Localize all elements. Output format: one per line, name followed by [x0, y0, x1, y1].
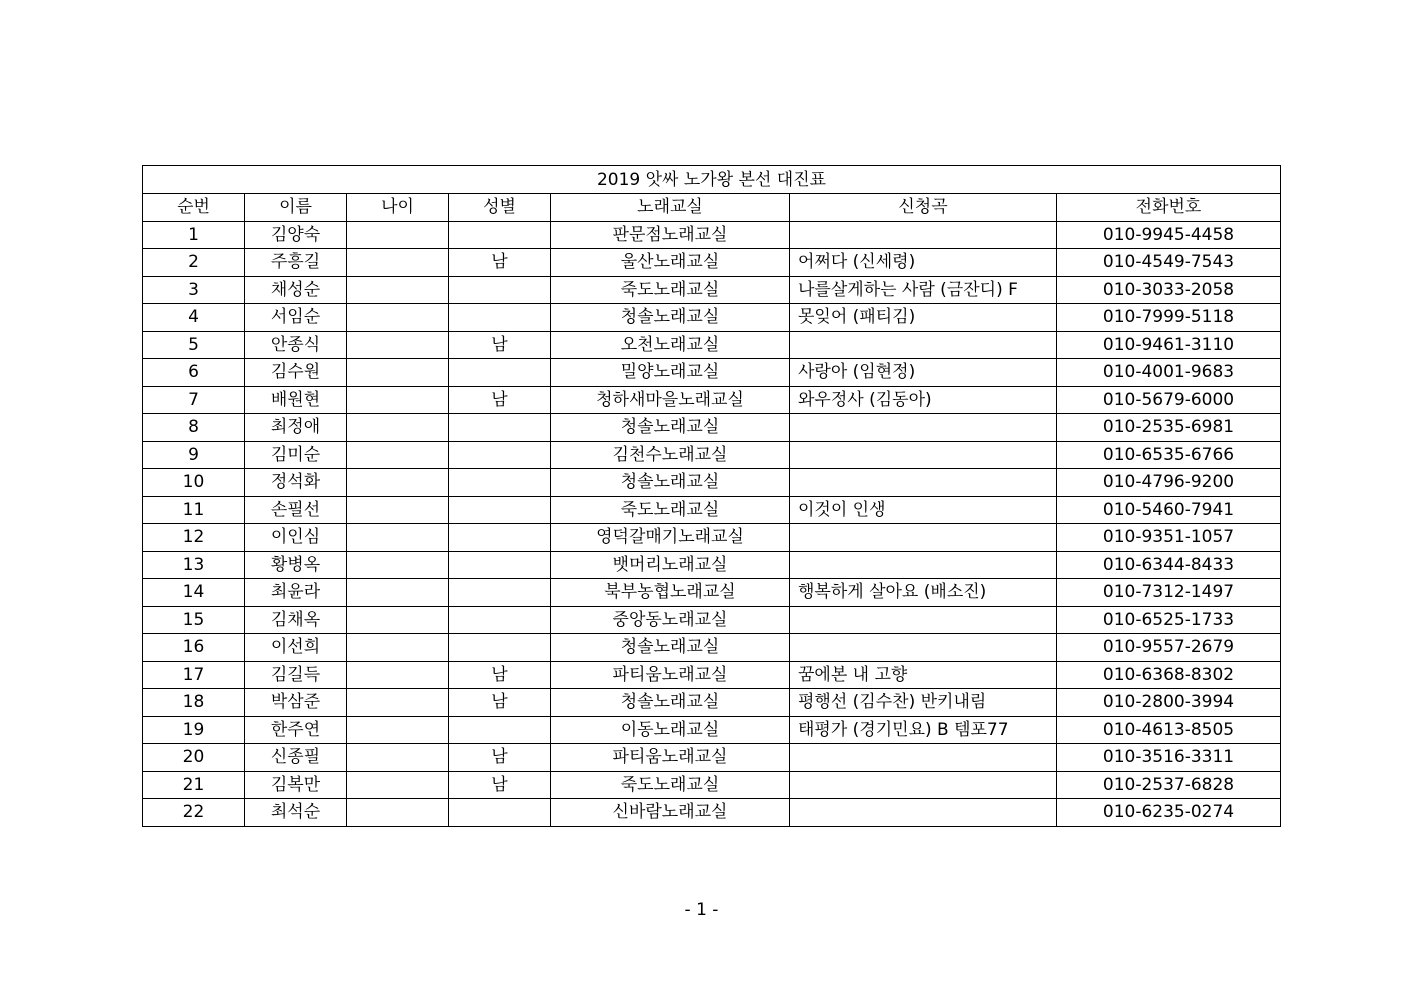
cell-phone: 010-6235-0274 — [1057, 799, 1281, 827]
cell-gender — [449, 579, 551, 607]
cell-name: 김채옥 — [245, 606, 347, 634]
cell-phone: 010-2800-3994 — [1057, 689, 1281, 717]
table-row — [143, 716, 1281, 744]
cell-phone: 010-6344-8433 — [1057, 551, 1281, 579]
cell-gender — [449, 716, 551, 744]
cell-age — [347, 496, 449, 524]
cell-age — [347, 716, 449, 744]
cell-number: 1 — [143, 221, 245, 249]
cell-number: 16 — [143, 634, 245, 662]
table-row — [143, 689, 1281, 717]
cell-song — [790, 469, 1057, 497]
cell-age — [347, 414, 449, 442]
cell-class: 청솔노래교실 — [551, 304, 790, 332]
cell-phone: 010-7999-5118 — [1057, 304, 1281, 332]
cell-gender — [449, 799, 551, 827]
cell-name: 서임순 — [245, 304, 347, 332]
cell-song — [790, 606, 1057, 634]
cell-name: 채성순 — [245, 276, 347, 304]
table-title: 2019 앗싸 노가왕 본선 대진표 — [143, 166, 1281, 194]
cell-name: 김수원 — [245, 359, 347, 387]
cell-song: 못잊어 (패티김) — [790, 304, 1057, 332]
table-row — [143, 606, 1281, 634]
cell-phone: 010-5460-7941 — [1057, 496, 1281, 524]
cell-number: 22 — [143, 799, 245, 827]
cell-gender — [449, 221, 551, 249]
cell-class: 죽도노래교실 — [551, 496, 790, 524]
cell-class: 뱃머리노래교실 — [551, 551, 790, 579]
cell-name: 김길득 — [245, 661, 347, 689]
cell-phone: 010-5679-6000 — [1057, 386, 1281, 414]
cell-gender — [449, 634, 551, 662]
table-body — [143, 221, 1281, 826]
table-row — [143, 496, 1281, 524]
cell-gender — [449, 524, 551, 552]
cell-number: 9 — [143, 441, 245, 469]
cell-gender — [449, 414, 551, 442]
cell-song — [790, 551, 1057, 579]
cell-class: 판문점노래교실 — [551, 221, 790, 249]
cell-name: 한주연 — [245, 716, 347, 744]
cell-name: 배원현 — [245, 386, 347, 414]
cell-age — [347, 551, 449, 579]
cell-gender — [449, 359, 551, 387]
cell-age — [347, 221, 449, 249]
cell-class: 청솔노래교실 — [551, 414, 790, 442]
cell-gender: 남 — [449, 771, 551, 799]
header-name: 이름 — [245, 194, 347, 222]
cell-phone: 010-2537-6828 — [1057, 771, 1281, 799]
cell-class: 밀양노래교실 — [551, 359, 790, 387]
cell-class: 청솔노래교실 — [551, 689, 790, 717]
table-row — [143, 799, 1281, 827]
cell-song: 나를살게하는 사람 (금잔디) F — [790, 276, 1057, 304]
cell-gender — [449, 551, 551, 579]
cell-class: 이동노래교실 — [551, 716, 790, 744]
cell-song: 평행선 (김수찬) 반키내림 — [790, 689, 1057, 717]
cell-name: 주흥길 — [245, 249, 347, 277]
cell-gender: 남 — [449, 331, 551, 359]
table-row — [143, 441, 1281, 469]
cell-number: 2 — [143, 249, 245, 277]
cell-song: 사랑아 (임현정) — [790, 359, 1057, 387]
cell-number: 13 — [143, 551, 245, 579]
table-row — [143, 524, 1281, 552]
cell-number: 19 — [143, 716, 245, 744]
cell-class: 오천노래교실 — [551, 331, 790, 359]
table-row — [143, 414, 1281, 442]
cell-number: 4 — [143, 304, 245, 332]
cell-song — [790, 441, 1057, 469]
cell-class: 청솔노래교실 — [551, 469, 790, 497]
cell-class: 중앙동노래교실 — [551, 606, 790, 634]
cell-class: 파티움노래교실 — [551, 661, 790, 689]
cell-song — [790, 221, 1057, 249]
cell-class: 죽도노래교실 — [551, 771, 790, 799]
cell-gender — [449, 276, 551, 304]
cell-age — [347, 579, 449, 607]
table-row — [143, 386, 1281, 414]
cell-class: 청솔노래교실 — [551, 634, 790, 662]
cell-class: 김천수노래교실 — [551, 441, 790, 469]
cell-phone: 010-7312-1497 — [1057, 579, 1281, 607]
bracket-table — [142, 165, 1281, 827]
cell-song: 어쩌다 (신세령) — [790, 249, 1057, 277]
table-row — [143, 634, 1281, 662]
cell-number: 5 — [143, 331, 245, 359]
table-row — [143, 304, 1281, 332]
cell-number: 8 — [143, 414, 245, 442]
cell-age — [347, 689, 449, 717]
header-class: 노래교실 — [551, 194, 790, 222]
cell-phone: 010-2535-6981 — [1057, 414, 1281, 442]
table-row — [143, 359, 1281, 387]
title-row — [143, 166, 1281, 194]
table-row — [143, 551, 1281, 579]
cell-song: 꿈에본 내 고향 — [790, 661, 1057, 689]
table-row — [143, 276, 1281, 304]
cell-age — [347, 799, 449, 827]
cell-name: 최정애 — [245, 414, 347, 442]
cell-number: 20 — [143, 744, 245, 772]
cell-phone: 010-9461-3110 — [1057, 331, 1281, 359]
header-number: 순번 — [143, 194, 245, 222]
cell-name: 황병옥 — [245, 551, 347, 579]
cell-name: 최윤라 — [245, 579, 347, 607]
cell-number: 6 — [143, 359, 245, 387]
header-phone: 전화번호 — [1057, 194, 1281, 222]
cell-age — [347, 331, 449, 359]
cell-phone: 010-3033-2058 — [1057, 276, 1281, 304]
cell-age — [347, 744, 449, 772]
cell-number: 7 — [143, 386, 245, 414]
cell-number: 17 — [143, 661, 245, 689]
cell-song — [790, 331, 1057, 359]
cell-song — [790, 524, 1057, 552]
cell-number: 15 — [143, 606, 245, 634]
cell-name: 정석화 — [245, 469, 347, 497]
cell-age — [347, 441, 449, 469]
cell-song — [790, 634, 1057, 662]
table-row — [143, 744, 1281, 772]
cell-age — [347, 524, 449, 552]
cell-age — [347, 386, 449, 414]
cell-age — [347, 771, 449, 799]
cell-gender — [449, 469, 551, 497]
cell-class: 울산노래교실 — [551, 249, 790, 277]
header-gender: 성별 — [449, 194, 551, 222]
cell-phone: 010-6368-8302 — [1057, 661, 1281, 689]
cell-phone: 010-9351-1057 — [1057, 524, 1281, 552]
cell-class: 죽도노래교실 — [551, 276, 790, 304]
cell-phone: 010-4001-9683 — [1057, 359, 1281, 387]
table-row — [143, 661, 1281, 689]
cell-number: 3 — [143, 276, 245, 304]
cell-phone: 010-9945-4458 — [1057, 221, 1281, 249]
cell-name: 손필선 — [245, 496, 347, 524]
cell-gender: 남 — [449, 744, 551, 772]
cell-class: 파티움노래교실 — [551, 744, 790, 772]
cell-song — [790, 414, 1057, 442]
cell-song: 와우정사 (김동아) — [790, 386, 1057, 414]
cell-number: 21 — [143, 771, 245, 799]
cell-name: 신종필 — [245, 744, 347, 772]
cell-number: 10 — [143, 469, 245, 497]
cell-gender: 남 — [449, 249, 551, 277]
cell-song: 행복하게 살아요 (배소진) — [790, 579, 1057, 607]
cell-name: 박삼준 — [245, 689, 347, 717]
cell-name: 이인심 — [245, 524, 347, 552]
cell-song — [790, 799, 1057, 827]
cell-gender: 남 — [449, 689, 551, 717]
cell-number: 11 — [143, 496, 245, 524]
cell-name: 김복만 — [245, 771, 347, 799]
table-row — [143, 771, 1281, 799]
table-row — [143, 249, 1281, 277]
cell-name: 김미순 — [245, 441, 347, 469]
cell-gender — [449, 606, 551, 634]
table-row — [143, 469, 1281, 497]
cell-name: 이선희 — [245, 634, 347, 662]
cell-age — [347, 469, 449, 497]
cell-number: 12 — [143, 524, 245, 552]
header-age: 나이 — [347, 194, 449, 222]
cell-song: 이것이 인생 — [790, 496, 1057, 524]
cell-name: 안종식 — [245, 331, 347, 359]
cell-age — [347, 276, 449, 304]
cell-song: 태평가 (경기민요) B 템포77 — [790, 716, 1057, 744]
cell-number: 18 — [143, 689, 245, 717]
cell-phone: 010-6525-1733 — [1057, 606, 1281, 634]
table-row — [143, 331, 1281, 359]
cell-phone: 010-9557-2679 — [1057, 634, 1281, 662]
cell-song — [790, 744, 1057, 772]
cell-age — [347, 634, 449, 662]
cell-phone: 010-4613-8505 — [1057, 716, 1281, 744]
cell-gender — [449, 304, 551, 332]
cell-phone: 010-4549-7543 — [1057, 249, 1281, 277]
cell-gender — [449, 496, 551, 524]
table-row — [143, 221, 1281, 249]
cell-age — [347, 304, 449, 332]
cell-gender: 남 — [449, 386, 551, 414]
cell-gender: 남 — [449, 661, 551, 689]
page-number: - 1 - — [684, 900, 719, 920]
cell-phone: 010-4796-9200 — [1057, 469, 1281, 497]
cell-name: 최석순 — [245, 799, 347, 827]
cell-song — [790, 771, 1057, 799]
cell-phone: 010-6535-6766 — [1057, 441, 1281, 469]
cell-age — [347, 661, 449, 689]
header-row — [143, 194, 1281, 222]
cell-gender — [449, 441, 551, 469]
cell-class: 신바람노래교실 — [551, 799, 790, 827]
table-row — [143, 579, 1281, 607]
cell-age — [347, 606, 449, 634]
header-song: 신청곡 — [790, 194, 1057, 222]
cell-class: 영덕갈매기노래교실 — [551, 524, 790, 552]
cell-class: 청하새마을노래교실 — [551, 386, 790, 414]
cell-number: 14 — [143, 579, 245, 607]
cell-age — [347, 359, 449, 387]
cell-phone: 010-3516-3311 — [1057, 744, 1281, 772]
cell-class: 북부농협노래교실 — [551, 579, 790, 607]
cell-age — [347, 249, 449, 277]
cell-name: 김양숙 — [245, 221, 347, 249]
